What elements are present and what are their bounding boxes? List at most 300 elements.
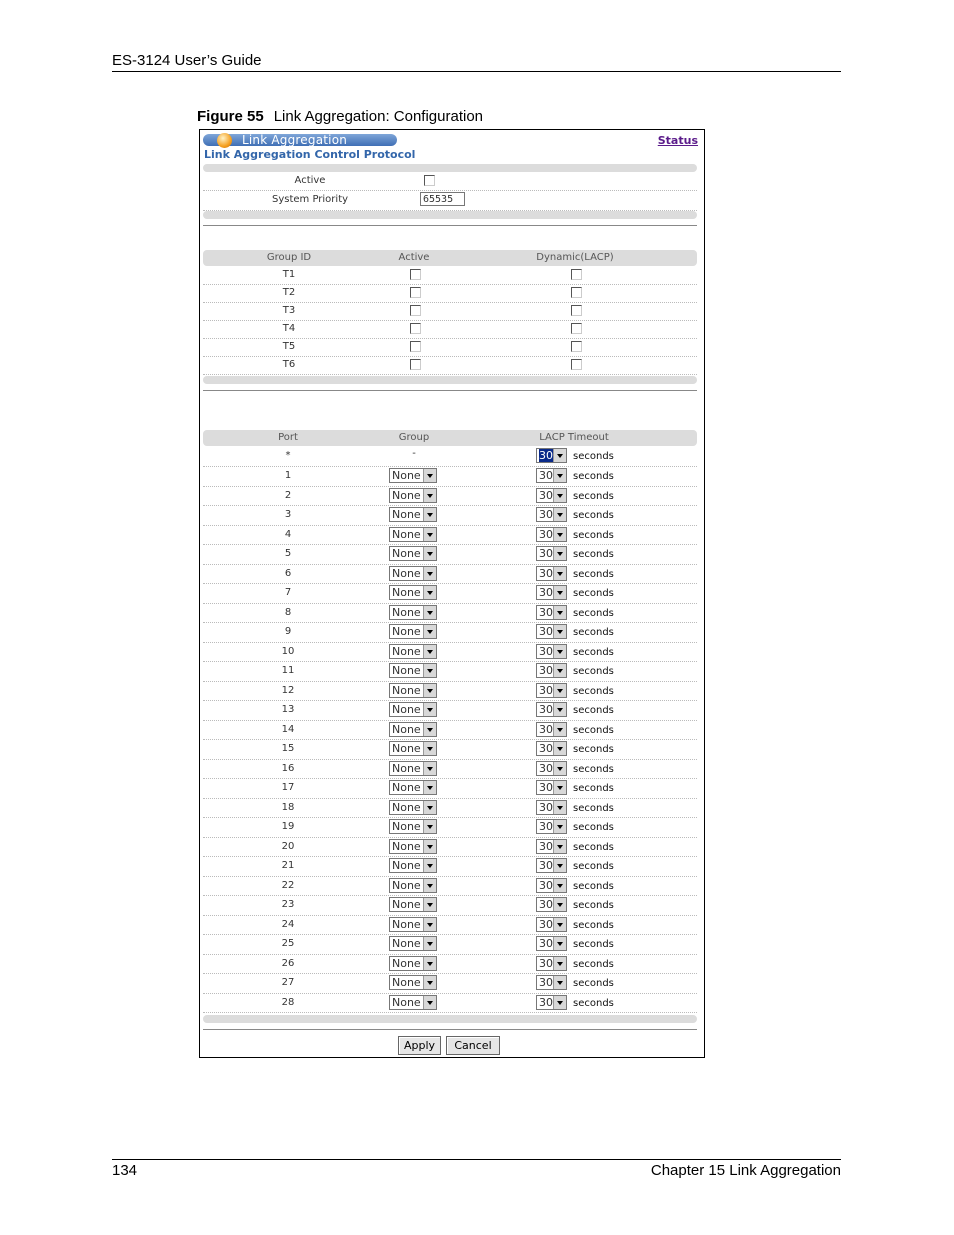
port-timeout-unit: seconds bbox=[573, 763, 614, 775]
chevron-down-icon bbox=[423, 996, 436, 1009]
port-group-select[interactable] bbox=[389, 527, 437, 542]
group-id: T4 bbox=[282, 323, 296, 334]
group-active-checkbox[interactable] bbox=[410, 269, 421, 280]
port-timeout-value: 30 bbox=[539, 976, 553, 989]
port-timeout-select[interactable] bbox=[536, 488, 567, 503]
port-header: Port bbox=[278, 432, 298, 443]
chevron-down-icon bbox=[553, 723, 566, 736]
chapter-title: Chapter 15 Link Aggregation bbox=[650, 1162, 841, 1179]
port-row bbox=[203, 467, 697, 487]
port-number: 9 bbox=[284, 626, 292, 637]
port-group-select[interactable] bbox=[389, 468, 437, 483]
priority-row bbox=[203, 191, 697, 211]
port-group-value: None bbox=[392, 917, 421, 931]
port-timeout-value: 30 bbox=[539, 839, 553, 853]
port-row bbox=[203, 994, 697, 1014]
port-timeout-value: 30 bbox=[539, 800, 553, 814]
port-group-value: None bbox=[392, 742, 421, 755]
group-row bbox=[203, 357, 697, 375]
port-timeout-unit: seconds bbox=[573, 822, 614, 833]
group-id: T2 bbox=[282, 287, 296, 298]
port-number: 13 bbox=[281, 704, 295, 715]
port-group-select[interactable] bbox=[389, 897, 437, 912]
port-number: 26 bbox=[281, 957, 295, 969]
port-group-value: None bbox=[392, 488, 421, 502]
port-group-value: None bbox=[392, 586, 421, 599]
ports-header bbox=[203, 430, 697, 446]
port-group-select[interactable] bbox=[389, 663, 437, 678]
port-number: 15 bbox=[281, 743, 295, 754]
group-active-checkbox[interactable] bbox=[410, 341, 421, 352]
screenshot-frame bbox=[199, 129, 705, 1058]
system-priority-input[interactable]: 65535 bbox=[420, 192, 465, 206]
ports-panel bbox=[203, 430, 697, 1025]
port-timeout-select[interactable] bbox=[536, 624, 567, 639]
port-number: 20 bbox=[281, 840, 295, 852]
port-group-select[interactable] bbox=[389, 722, 437, 737]
chevron-down-icon bbox=[423, 898, 436, 911]
port-timeout-value: 30 bbox=[539, 605, 553, 619]
port-number: 18 bbox=[281, 801, 295, 813]
port-number: 7 bbox=[284, 587, 292, 598]
chevron-down-icon bbox=[423, 528, 436, 541]
priority-label: System Priority bbox=[271, 194, 349, 205]
port-timeout-select[interactable] bbox=[536, 722, 567, 737]
chevron-down-icon bbox=[423, 469, 436, 482]
figure-title: Link Aggregation: Configuration bbox=[273, 108, 483, 125]
port-group-select[interactable] bbox=[389, 585, 437, 600]
port-timeout-value: 30 bbox=[539, 703, 553, 716]
port-group-select[interactable] bbox=[389, 936, 437, 951]
port-group-value: None bbox=[392, 664, 421, 677]
chevron-down-icon bbox=[423, 820, 436, 833]
all-port-label: * bbox=[285, 450, 291, 461]
lacp-active-checkbox[interactable] bbox=[424, 175, 435, 186]
chevron-down-icon bbox=[423, 801, 436, 814]
port-timeout-value: 30 bbox=[539, 898, 553, 911]
port-timeout-unit: seconds bbox=[573, 783, 614, 794]
port-timeout-select[interactable] bbox=[536, 468, 567, 483]
port-group-value: None bbox=[392, 800, 421, 814]
chevron-down-icon bbox=[553, 449, 566, 462]
port-row bbox=[203, 604, 697, 624]
chevron-down-icon bbox=[553, 976, 566, 989]
ports-band-bottom bbox=[203, 1015, 697, 1023]
port-timeout-value: 30 bbox=[539, 547, 553, 560]
port-row bbox=[203, 935, 697, 955]
active-label: Active bbox=[294, 175, 326, 186]
port-row bbox=[203, 682, 697, 702]
port-group-select[interactable] bbox=[389, 917, 437, 932]
port-timeout-select[interactable] bbox=[536, 800, 567, 815]
port-group-select[interactable] bbox=[389, 566, 437, 581]
chevron-down-icon bbox=[553, 469, 566, 482]
group-id: T1 bbox=[282, 269, 296, 280]
group-header: Group bbox=[398, 432, 430, 443]
group-dynamic-checkbox[interactable] bbox=[571, 305, 582, 316]
port-number: 4 bbox=[284, 528, 292, 540]
figure-caption bbox=[197, 108, 483, 125]
group-active-checkbox[interactable] bbox=[410, 287, 421, 298]
cancel-button[interactable]: Cancel bbox=[446, 1036, 500, 1055]
port-group-value: None bbox=[392, 820, 421, 833]
group-id: T6 bbox=[282, 359, 296, 370]
port-row bbox=[203, 896, 697, 916]
chevron-down-icon bbox=[553, 957, 566, 970]
port-timeout-value: 30 bbox=[539, 722, 553, 736]
port-timeout-select[interactable] bbox=[536, 546, 567, 561]
chevron-down-icon bbox=[423, 723, 436, 736]
page-number: 134 bbox=[112, 1162, 138, 1179]
chevron-down-icon bbox=[553, 859, 566, 872]
chevron-down-icon bbox=[423, 586, 436, 599]
chevron-down-icon bbox=[423, 879, 436, 892]
port-number: 11 bbox=[281, 665, 295, 676]
port-group-select[interactable] bbox=[389, 800, 437, 815]
chevron-down-icon bbox=[423, 664, 436, 677]
port-timeout-unit: seconds bbox=[573, 705, 614, 716]
port-timeout-unit: seconds bbox=[573, 958, 614, 970]
port-timeout-unit: seconds bbox=[573, 724, 614, 736]
chevron-down-icon bbox=[423, 976, 436, 989]
chevron-down-icon bbox=[553, 898, 566, 911]
port-timeout-unit: seconds bbox=[573, 549, 614, 560]
port-timeout-unit: seconds bbox=[573, 685, 614, 697]
port-row bbox=[203, 838, 697, 858]
port-group-value: None bbox=[392, 722, 421, 736]
group-dynamic-checkbox[interactable] bbox=[571, 341, 582, 352]
chevron-down-icon bbox=[553, 918, 566, 931]
all-ports-row bbox=[203, 447, 697, 467]
port-group-select[interactable] bbox=[389, 507, 437, 522]
port-timeout-unit: seconds bbox=[573, 666, 614, 677]
port-timeout-select[interactable] bbox=[536, 975, 567, 990]
group-row bbox=[203, 321, 697, 339]
port-timeout-value: 30 bbox=[539, 820, 553, 833]
groups-band-bottom bbox=[203, 376, 697, 384]
port-number: 14 bbox=[281, 723, 295, 735]
port-timeout-value: 30 bbox=[539, 683, 553, 697]
chevron-down-icon bbox=[553, 801, 566, 814]
group-row bbox=[203, 267, 697, 285]
port-timeout-value: 30 bbox=[539, 878, 553, 892]
chevron-down-icon bbox=[553, 937, 566, 950]
port-number: 16 bbox=[281, 762, 295, 774]
port-timeout-unit: seconds bbox=[573, 841, 614, 853]
port-number: 17 bbox=[281, 782, 295, 793]
port-group-value: None bbox=[392, 566, 421, 580]
port-timeout-select[interactable] bbox=[536, 644, 567, 659]
port-number: 1 bbox=[284, 470, 292, 481]
port-timeout-value: 30 bbox=[539, 937, 553, 950]
chevron-down-icon bbox=[423, 937, 436, 950]
group-row bbox=[203, 303, 697, 321]
apply-button[interactable]: Apply bbox=[398, 1036, 441, 1055]
chevron-down-icon bbox=[553, 547, 566, 560]
port-group-value: None bbox=[392, 761, 421, 775]
port-timeout-select[interactable] bbox=[536, 897, 567, 912]
port-number: 6 bbox=[284, 567, 292, 579]
port-group-value: None bbox=[392, 839, 421, 853]
port-timeout-select[interactable] bbox=[536, 683, 567, 698]
chevron-down-icon bbox=[553, 625, 566, 638]
group-dynamic-checkbox[interactable] bbox=[571, 359, 582, 370]
port-timeout-value: 30 bbox=[539, 859, 553, 872]
port-timeout-unit: seconds bbox=[573, 646, 614, 658]
chevron-down-icon bbox=[553, 664, 566, 677]
chevron-down-icon bbox=[423, 781, 436, 794]
port-group-select[interactable] bbox=[389, 839, 437, 854]
port-number: 24 bbox=[281, 918, 295, 930]
lacp-settings-panel bbox=[203, 164, 697, 220]
chevron-down-icon bbox=[423, 508, 436, 521]
group-active-checkbox[interactable] bbox=[410, 359, 421, 370]
port-timeout-select[interactable] bbox=[536, 585, 567, 600]
port-timeout-select[interactable] bbox=[536, 858, 567, 873]
port-timeout-select[interactable] bbox=[536, 780, 567, 795]
group-dynamic-checkbox[interactable] bbox=[571, 323, 582, 334]
port-timeout-select[interactable] bbox=[536, 819, 567, 834]
port-group-select[interactable] bbox=[389, 488, 437, 503]
port-group-value: None bbox=[392, 683, 421, 697]
port-timeout-select[interactable] bbox=[536, 878, 567, 893]
group-row bbox=[203, 339, 697, 357]
port-number: 8 bbox=[284, 606, 292, 618]
port-group-select[interactable] bbox=[389, 741, 437, 756]
separator bbox=[203, 225, 697, 226]
all-timeout-value: 30 bbox=[539, 449, 553, 462]
port-timeout-unit: seconds bbox=[573, 490, 614, 502]
port-row bbox=[203, 662, 697, 682]
port-timeout-value: 30 bbox=[539, 527, 553, 541]
group-dynamic-header: Dynamic(LACP) bbox=[536, 252, 614, 263]
group-id-header: Group ID bbox=[266, 252, 312, 263]
screen-title: Link Aggregation bbox=[242, 133, 348, 147]
port-group-select[interactable] bbox=[389, 546, 437, 561]
port-group-select[interactable] bbox=[389, 683, 437, 698]
port-group-select[interactable] bbox=[389, 644, 437, 659]
port-timeout-unit: seconds bbox=[573, 568, 614, 580]
port-timeout-select[interactable] bbox=[536, 566, 567, 581]
port-timeout-unit: seconds bbox=[573, 919, 614, 931]
chevron-down-icon bbox=[553, 703, 566, 716]
port-timeout-select[interactable] bbox=[536, 527, 567, 542]
chevron-down-icon bbox=[553, 820, 566, 833]
port-timeout-select[interactable] bbox=[536, 995, 567, 1010]
port-number: 2 bbox=[284, 489, 292, 501]
port-timeout-value: 30 bbox=[539, 488, 553, 502]
port-timeout-unit: seconds bbox=[573, 627, 614, 638]
port-timeout-select[interactable] bbox=[536, 839, 567, 854]
group-active-header: Active bbox=[398, 252, 430, 263]
port-row bbox=[203, 526, 697, 546]
port-group-select[interactable] bbox=[389, 761, 437, 776]
port-timeout-unit: seconds bbox=[573, 900, 614, 911]
chevron-down-icon bbox=[423, 547, 436, 560]
port-group-value: None bbox=[392, 859, 421, 872]
footer-rule bbox=[112, 1159, 841, 1160]
chevron-down-icon bbox=[553, 742, 566, 755]
port-number: 12 bbox=[281, 684, 295, 696]
chevron-down-icon bbox=[553, 567, 566, 580]
chevron-down-icon bbox=[423, 489, 436, 502]
chevron-down-icon bbox=[423, 567, 436, 580]
chevron-down-icon bbox=[553, 684, 566, 697]
port-timeout-select[interactable] bbox=[536, 936, 567, 951]
port-timeout-value: 30 bbox=[539, 781, 553, 794]
groups-header bbox=[203, 250, 697, 266]
port-number: 5 bbox=[284, 548, 292, 559]
port-row bbox=[203, 565, 697, 585]
all-timeout-select[interactable] bbox=[536, 448, 567, 463]
port-timeout-unit: seconds bbox=[573, 471, 614, 482]
port-group-value: None bbox=[392, 547, 421, 560]
title-bar bbox=[203, 134, 397, 146]
timeout-header: LACP Timeout bbox=[539, 432, 609, 443]
chevron-down-icon bbox=[423, 645, 436, 658]
port-group-select[interactable] bbox=[389, 624, 437, 639]
group-dynamic-checkbox[interactable] bbox=[571, 287, 582, 298]
port-timeout-unit: seconds bbox=[573, 510, 614, 521]
port-timeout-select[interactable] bbox=[536, 702, 567, 717]
chevron-down-icon bbox=[553, 489, 566, 502]
port-row bbox=[203, 916, 697, 936]
port-row bbox=[203, 877, 697, 897]
groups-panel bbox=[203, 250, 697, 386]
port-timeout-value: 30 bbox=[539, 566, 553, 580]
port-number: 25 bbox=[281, 938, 295, 949]
port-row bbox=[203, 740, 697, 760]
port-timeout-select[interactable] bbox=[536, 605, 567, 620]
active-row bbox=[203, 173, 697, 191]
port-row bbox=[203, 584, 697, 604]
port-number: 21 bbox=[281, 860, 295, 871]
port-group-value: None bbox=[392, 469, 421, 482]
chevron-down-icon bbox=[553, 645, 566, 658]
port-group-select[interactable] bbox=[389, 975, 437, 990]
port-row bbox=[203, 623, 697, 643]
port-row bbox=[203, 643, 697, 663]
port-group-value: None bbox=[392, 508, 421, 521]
port-group-select[interactable] bbox=[389, 780, 437, 795]
chevron-down-icon bbox=[553, 879, 566, 892]
separator bbox=[203, 390, 697, 391]
port-group-value: None bbox=[392, 956, 421, 970]
port-timeout-unit: seconds bbox=[573, 529, 614, 541]
chevron-down-icon bbox=[553, 996, 566, 1009]
port-group-select[interactable] bbox=[389, 605, 437, 620]
port-number: 28 bbox=[281, 996, 295, 1008]
port-number: 22 bbox=[281, 879, 295, 891]
chevron-down-icon bbox=[553, 528, 566, 541]
port-group-value: None bbox=[392, 878, 421, 892]
panel-band-top bbox=[203, 164, 697, 172]
port-timeout-value: 30 bbox=[539, 644, 553, 658]
port-timeout-unit: seconds bbox=[573, 978, 614, 989]
port-group-select[interactable] bbox=[389, 995, 437, 1010]
doc-header: ES-3124 User’s Guide bbox=[112, 52, 262, 69]
port-group-select[interactable] bbox=[389, 878, 437, 893]
port-row bbox=[203, 545, 697, 565]
port-group-value: None bbox=[392, 605, 421, 619]
chevron-down-icon bbox=[553, 840, 566, 853]
group-active-checkbox[interactable] bbox=[410, 323, 421, 334]
port-timeout-unit: seconds bbox=[573, 939, 614, 950]
port-timeout-select[interactable] bbox=[536, 507, 567, 522]
port-row bbox=[203, 818, 697, 838]
port-group-value: None bbox=[392, 781, 421, 794]
port-timeout-select[interactable] bbox=[536, 761, 567, 776]
port-timeout-select[interactable] bbox=[536, 741, 567, 756]
port-timeout-select[interactable] bbox=[536, 917, 567, 932]
port-timeout-select[interactable] bbox=[536, 956, 567, 971]
port-timeout-value: 30 bbox=[539, 742, 553, 755]
port-group-select[interactable] bbox=[389, 956, 437, 971]
port-group-value: None bbox=[392, 995, 421, 1009]
chevron-down-icon bbox=[423, 684, 436, 697]
port-group-value: None bbox=[392, 898, 421, 911]
port-timeout-unit: seconds bbox=[573, 880, 614, 892]
chevron-down-icon bbox=[553, 606, 566, 619]
group-row bbox=[203, 285, 697, 303]
group-dynamic-checkbox[interactable] bbox=[571, 269, 582, 280]
port-group-value: None bbox=[392, 527, 421, 541]
port-timeout-value: 30 bbox=[539, 508, 553, 521]
port-row bbox=[203, 779, 697, 799]
port-row bbox=[203, 955, 697, 975]
port-timeout-unit: seconds bbox=[573, 861, 614, 872]
chevron-down-icon bbox=[423, 742, 436, 755]
port-row bbox=[203, 760, 697, 780]
port-timeout-value: 30 bbox=[539, 956, 553, 970]
port-timeout-value: 30 bbox=[539, 761, 553, 775]
chevron-down-icon bbox=[423, 840, 436, 853]
port-group-value: None bbox=[392, 625, 421, 638]
port-group-select[interactable] bbox=[389, 819, 437, 834]
chevron-down-icon bbox=[553, 781, 566, 794]
port-group-value: None bbox=[392, 644, 421, 658]
all-timeout-unit: seconds bbox=[573, 451, 614, 462]
chevron-down-icon bbox=[553, 586, 566, 599]
status-link[interactable]: Status bbox=[657, 134, 698, 147]
all-group-label: - bbox=[412, 448, 416, 459]
port-timeout-unit: seconds bbox=[573, 802, 614, 814]
port-timeout-unit: seconds bbox=[573, 744, 614, 755]
port-number: 3 bbox=[284, 509, 292, 520]
chevron-down-icon bbox=[423, 703, 436, 716]
port-timeout-select[interactable] bbox=[536, 663, 567, 678]
port-row bbox=[203, 487, 697, 507]
chevron-down-icon bbox=[423, 762, 436, 775]
port-group-value: None bbox=[392, 976, 421, 989]
port-timeout-unit: seconds bbox=[573, 588, 614, 599]
lacp-subtitle: Link Aggregation Control Protocol bbox=[204, 148, 416, 161]
port-timeout-value: 30 bbox=[539, 586, 553, 599]
group-id: T5 bbox=[282, 341, 296, 352]
port-group-select[interactable] bbox=[389, 702, 437, 717]
port-timeout-unit: seconds bbox=[573, 997, 614, 1009]
port-group-select[interactable] bbox=[389, 858, 437, 873]
port-timeout-value: 30 bbox=[539, 917, 553, 931]
group-active-checkbox[interactable] bbox=[410, 305, 421, 316]
port-number: 27 bbox=[281, 977, 295, 988]
port-timeout-unit: seconds bbox=[573, 607, 614, 619]
port-number: 23 bbox=[281, 899, 295, 910]
port-timeout-value: 30 bbox=[539, 625, 553, 638]
chevron-down-icon bbox=[553, 508, 566, 521]
header-rule bbox=[112, 71, 841, 72]
port-row bbox=[203, 857, 697, 877]
